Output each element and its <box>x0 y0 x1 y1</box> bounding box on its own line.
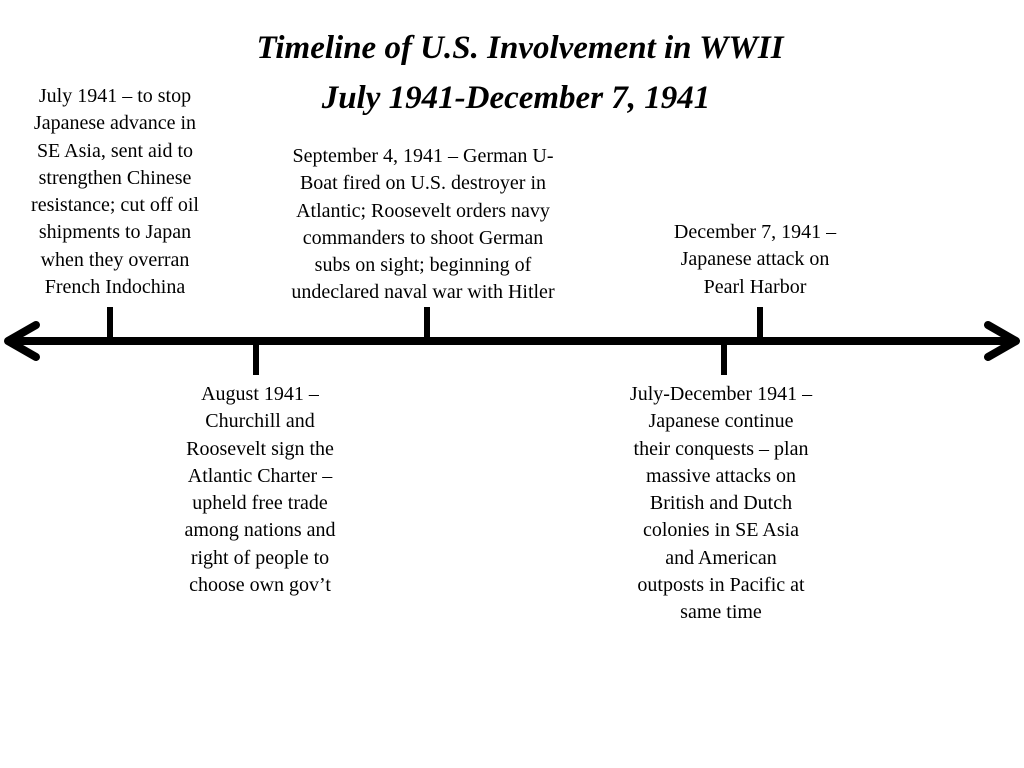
event-line: British and Dutch <box>649 492 793 515</box>
event-line: July-December 1941 – <box>629 383 813 405</box>
event-line: July 1941 – to stop <box>38 85 192 107</box>
timeline-title: Timeline of U.S. Involvement in WWII <box>256 30 784 66</box>
event-line: massive attacks on <box>646 464 796 487</box>
event-line: colonies in SE Asia <box>642 519 800 542</box>
event-december-7-1941 <box>650 219 860 301</box>
event-line: and American <box>665 546 777 569</box>
event-line: Roosevelt sign the <box>186 437 334 460</box>
event-line: commanders to shoot German <box>302 226 544 249</box>
event-line: upheld free trade <box>192 492 328 515</box>
event-line: Churchill and <box>205 410 315 433</box>
event-september-4-1941 <box>258 143 588 307</box>
event-line: September 4, 1941 – German U- <box>292 145 554 167</box>
event-line: Japanese advance in <box>33 112 197 135</box>
event-july-december-1941 <box>608 381 834 627</box>
event-line: when they overran <box>40 248 190 271</box>
event-line: SE Asia, sent aid to <box>36 139 194 162</box>
left-arrowhead <box>8 325 36 357</box>
event-line: outposts in Pacific at <box>637 574 805 597</box>
event-line: among nations and <box>184 519 336 542</box>
timeline-subtitle: July 1941-December 7, 1941 <box>321 80 711 116</box>
event-line: resistance; cut off oil <box>31 194 199 217</box>
event-line: right of people to <box>190 546 330 569</box>
event-line: Boat fired on U.S. destroyer in <box>299 172 547 195</box>
event-july-1941 <box>12 83 218 301</box>
event-line: Atlantic; Roosevelt orders navy <box>296 199 550 222</box>
event-line: undeclared naval war with Hitler <box>291 281 555 304</box>
event-line: Japanese attack on <box>680 248 830 271</box>
event-line: French Indochina <box>44 276 186 299</box>
event-line: shipments to Japan <box>38 221 192 244</box>
right-arrowhead <box>988 325 1016 357</box>
event-line: Japanese continue <box>648 410 794 433</box>
event-line: subs on sight; beginning of <box>314 254 532 277</box>
event-line: their conquests – plan <box>633 437 809 460</box>
event-line: strengthen Chinese <box>38 166 192 189</box>
event-line: Atlantic Charter – <box>187 464 333 487</box>
event-line: choose own gov’t <box>189 574 331 597</box>
event-line: December 7, 1941 – <box>673 221 837 243</box>
event-line: August 1941 – <box>201 383 319 405</box>
event-august-1941 <box>165 381 355 599</box>
event-line: Pearl Harbor <box>703 275 807 298</box>
event-line: same time <box>680 601 762 624</box>
